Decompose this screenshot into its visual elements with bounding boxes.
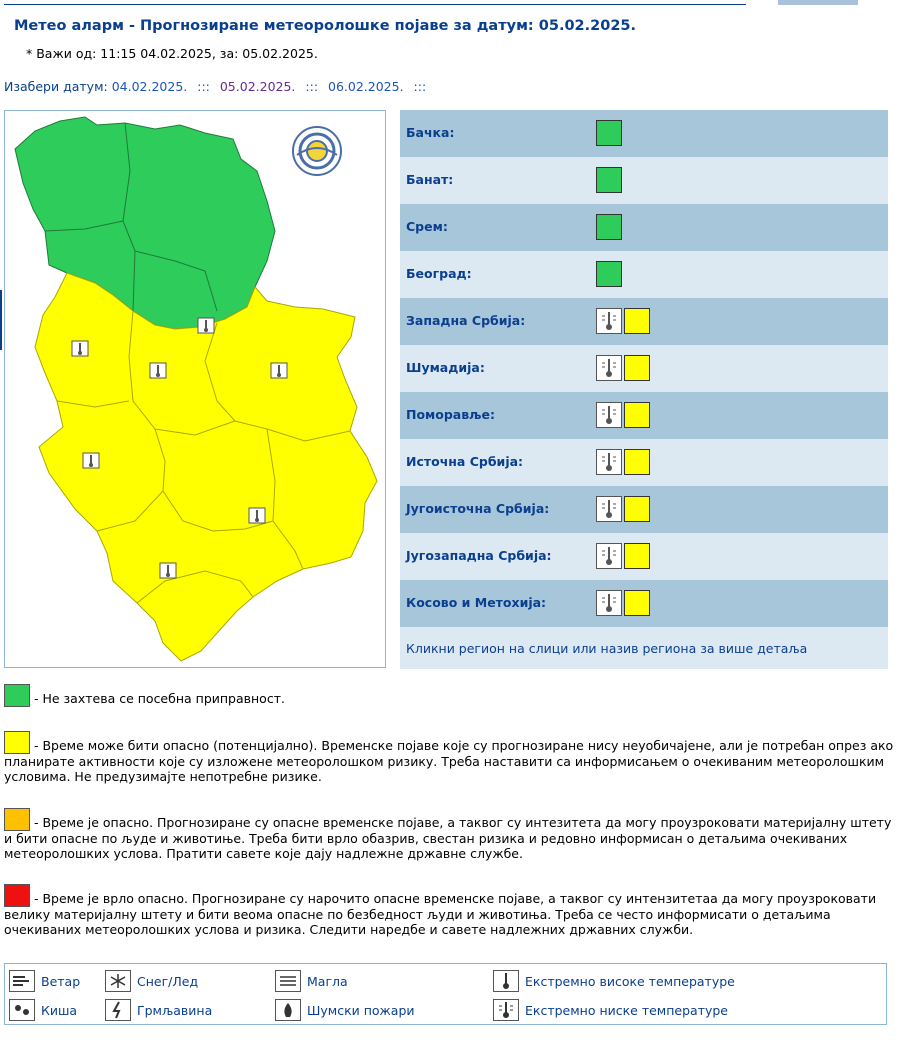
date-selector xyxy=(4,79,432,94)
legend-green-box xyxy=(4,684,30,707)
region-name[interactable]: Срем: xyxy=(406,219,448,234)
region-name[interactable]: Шумадија: xyxy=(406,360,485,375)
alert-level-yellow xyxy=(624,543,650,569)
validity-text: * Важи од: 11:15 04.02.2025, за: 05.02.2025. xyxy=(26,46,318,61)
fog-icon xyxy=(275,970,301,992)
extreme-low-temperature-icon xyxy=(596,355,622,381)
region-row[interactable] xyxy=(400,251,888,298)
region-row[interactable] xyxy=(400,580,888,627)
legend-red-box xyxy=(4,884,30,907)
date-link-0[interactable]: 04.02.2025. xyxy=(111,79,188,94)
region-row[interactable] xyxy=(400,157,888,204)
region-name[interactable]: Југозападна Србија: xyxy=(406,548,552,563)
alert-level-yellow xyxy=(624,496,650,522)
snow-ice-icon xyxy=(105,970,131,992)
alert-level-yellow xyxy=(624,590,650,616)
extreme-high-temperature-icon xyxy=(493,970,519,992)
date-separator: ::: xyxy=(197,79,210,94)
extreme-low-temperature-icon xyxy=(596,496,622,522)
legend-green-text: - Не захтева се посебна приправност. xyxy=(33,691,285,706)
extreme-low-temperature-icon xyxy=(596,402,622,428)
region-name[interactable]: Косово и Метохија: xyxy=(406,595,547,610)
date-link-2[interactable]: 06.02.2025. xyxy=(328,79,404,94)
alert-level-yellow xyxy=(624,402,650,428)
extreme-low-temperature-icon xyxy=(596,449,622,475)
alert-level-yellow xyxy=(624,449,650,475)
region-name[interactable]: Источна Србија: xyxy=(406,454,524,469)
extreme-low-temperature-icon xyxy=(596,543,622,569)
region-name[interactable]: Југоисточна Србија: xyxy=(406,501,550,516)
region-hint-text: Кликни регион на слици или назив региона за више детаља xyxy=(406,641,808,656)
rhmz-logo xyxy=(293,127,341,175)
region-name[interactable]: Западна Србија: xyxy=(406,313,526,328)
regions-table xyxy=(400,110,888,669)
top-rule xyxy=(4,4,746,5)
region-row[interactable] xyxy=(400,110,888,157)
thunderstorm-icon xyxy=(105,999,131,1021)
wind-icon xyxy=(9,970,35,992)
map-region-north[interactable] xyxy=(15,117,275,329)
header-banner-fragment xyxy=(778,0,858,5)
date-separator: ::: xyxy=(413,79,427,94)
alert-level-yellow xyxy=(624,308,650,334)
region-map xyxy=(4,110,386,668)
legend-orange xyxy=(4,808,894,861)
alert-level-green xyxy=(596,214,622,240)
date-selector-label: Изабери датум: xyxy=(4,79,108,94)
legend-yellow-box xyxy=(4,731,30,754)
legend-orange-text: - Време је опасно. Прогнозиране су опасне временске појаве, а таквог су интезитета да могу проузроковати материјалну штету и бити опасне по људе и животиње. Треба бити врло обазрив, свестан ризика и редовно информисан о детаљима очекиваних метеоролошких услова. Пратити савете које дају надлежне државне службе. xyxy=(4,815,892,861)
region-row[interactable] xyxy=(400,298,888,345)
region-row[interactable] xyxy=(400,486,888,533)
icon-legend: Ветар Снег/Лед Магла Екстремно високе температуре Киша Грмљавина Шумски пожари Екстремно ниске температуре xyxy=(4,963,887,1025)
rain-icon xyxy=(9,999,35,1021)
legend-red-text: - Време је врло опасно. Прогнозиране су нарочито опасне временске појаве, а таквог су интензитетаа да могу проузроковати велику материјалну штету и бити веома опасне по безбедност људи и животиња. Треба се често информисати о детаљима очекиваних метеоролошких услова и ризика. Следити наредбе и савете надлежних државних служби. xyxy=(4,891,877,937)
date-link-1[interactable]: 05.02.2025. xyxy=(219,79,296,94)
alert-level-green xyxy=(596,261,622,287)
region-name[interactable]: Бачка: xyxy=(406,125,455,140)
page-title: Метео аларм - Прогнозиране метеоролошке појаве за датум: 05.02.2025. xyxy=(14,18,636,34)
extreme-low-temperature-icon xyxy=(493,999,519,1021)
region-row[interactable] xyxy=(400,392,888,439)
region-row[interactable] xyxy=(400,439,888,486)
left-edge-marker xyxy=(0,290,2,350)
legend-red xyxy=(4,884,894,937)
alert-level-yellow xyxy=(624,355,650,381)
region-row[interactable] xyxy=(400,204,888,251)
region-row[interactable] xyxy=(400,533,888,580)
legend-orange-box xyxy=(4,808,30,831)
legend-yellow xyxy=(4,731,894,784)
legend-yellow-text: - Време може бити опасно (потенцијално). Временске појаве које су прогнозиране нису неуобичајене, али је потребан опрез ако планирате активности које су изложене метеоролошком ризику. Треба наставити са информисањем о очекиваним метеоролошким условима. Не предузимајте непотребне ризике. xyxy=(4,738,894,784)
legend-green xyxy=(4,684,894,707)
region-name[interactable]: Београд: xyxy=(406,266,472,281)
forest-fire-icon xyxy=(275,999,301,1021)
region-row[interactable] xyxy=(400,345,888,392)
region-name[interactable]: Поморавље: xyxy=(406,407,496,422)
alert-level-green xyxy=(596,120,622,146)
extreme-low-temperature-icon xyxy=(596,308,622,334)
alert-level-green xyxy=(596,167,622,193)
region-name[interactable]: Банат: xyxy=(406,172,454,187)
date-separator: ::: xyxy=(305,79,319,94)
extreme-low-temperature-icon xyxy=(596,590,622,616)
region-hint xyxy=(400,627,888,669)
